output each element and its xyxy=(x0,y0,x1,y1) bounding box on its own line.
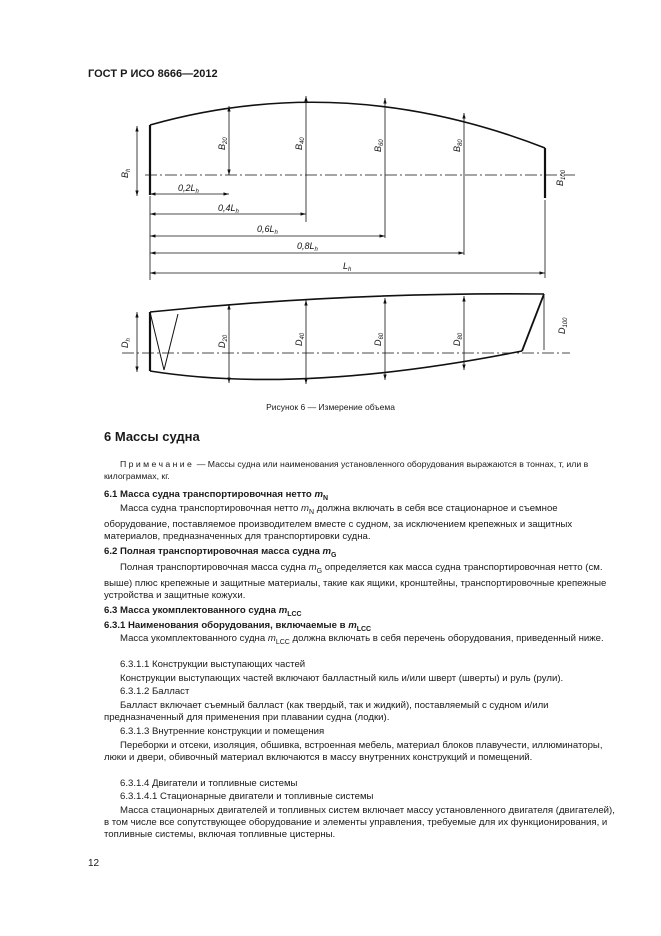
section-6-2-text: Полная транспортировочная масса судна $m_G$ определяется как масса судна транспортировочная нетто (см. выше) плюс крепежные и защитные материалы, такие как ящики, кронштейны, транспортировочные крепежные устройства и защитные кожухи. xyxy=(104,562,607,601)
section-6-3-1-4-1-title: 6.3.1.4.1 Стационарные двигатели и топливные системы xyxy=(120,791,374,802)
label-lh: $L_h$ xyxy=(343,261,352,273)
document-header: ГОСТ Р ИСО 8666—2012 xyxy=(88,68,218,80)
hull-outline-plan xyxy=(150,102,545,148)
label-d100: $D_{100}$ xyxy=(557,317,569,334)
label-d20: $D_{20}$ xyxy=(217,334,229,348)
transom-brace xyxy=(150,312,178,370)
plan-view xyxy=(137,96,575,280)
section-6-2-title: 6.2 Полная транспортировочная масса судна $m_G$ xyxy=(104,546,337,559)
section-6-1-title: 6.1 Масса судна транспортировочная нетто $m_N$ xyxy=(104,489,329,502)
section-6-1-text: Масса судна транспортировочная нетто $m_N$ должна включать в себя все стационарное и съемное оборудование, поставляемое производителем вместе с судном, за исключением крепежных и защитных материалов, предназначенных для транспортировки судна. xyxy=(104,503,573,542)
label-d60: $D_{60}$ xyxy=(373,332,385,346)
section-6-3-1-3-text: Переборки и отсеки, изоляция, обшивка, встроенная мебель, материал блоков плавучести, иллюминаторы, люки и двери, обивочный материал включаются в массу внутренних конструкций и помещений. xyxy=(104,740,603,763)
label-04l: $0,4L_h$ xyxy=(218,203,239,215)
plan-labels xyxy=(120,137,567,273)
profile-labels xyxy=(120,317,569,348)
label-b60: $B_{60}$ xyxy=(373,139,385,152)
section-6-3-1-text: Масса укомплектованного судна $m_{LCC}$ должна включать в себя перечень оборудования, приведенный ниже. xyxy=(120,633,604,646)
section-6-3-1-4-1-text: Масса стационарных двигателей и топливных систем включает массу установленного двигателя (двигателей), в том числе все сопутствующее оборудование и элементы управления, требуемые для их функционирования, и топливные системы, включая топливные цистерны. xyxy=(104,805,615,840)
section-6-3-1-1-title: 6.3.1.1 Конструкции выступающих частей xyxy=(120,659,306,670)
keel-line xyxy=(150,351,522,379)
section-6-3-1-1-text: Конструкции выступающих частей включают балластный киль и/или шверт (шверты) и руль (рули). xyxy=(120,673,564,684)
profile-view xyxy=(122,294,570,384)
label-b40: $B_{40}$ xyxy=(294,137,306,150)
volume-measurement-figure xyxy=(0,0,661,400)
label-06l: $0,6L_h$ xyxy=(257,224,278,236)
label-b80: $B_{80}$ xyxy=(452,139,464,152)
page-number: 12 xyxy=(88,858,100,869)
section-6-3-1-4-title: 6.3.1.4 Двигатели и топливные системы xyxy=(120,778,298,789)
section-6-3-1-2-text: Балласт включает съемный балласт (как твердый, так и жидкий), поставляемый с судном и/или предназначенный для применения при плавании судна (лодки). xyxy=(104,700,549,723)
label-08l: $0,8L_h$ xyxy=(297,241,318,253)
section-6-note xyxy=(104,459,616,482)
sheer-line xyxy=(150,294,544,312)
label-02l: $0,2L_h$ xyxy=(178,183,199,195)
note-text: — Массы судна или наименования установленного оборудования выражаются в тоннах, т, или в килограммах, кг. xyxy=(104,459,589,481)
section-6-3-title: 6.3 Масса укомплектованного судна $m_{LCC}$ xyxy=(104,605,302,618)
bow-line xyxy=(522,294,544,351)
label-dh: $D_h$ xyxy=(120,338,132,348)
label-bh: $B_h$ xyxy=(120,168,132,178)
label-b20: $B_{20}$ xyxy=(217,137,229,150)
section-6-title: 6 Массы судна xyxy=(104,429,200,444)
label-d80: $D_{80}$ xyxy=(452,332,464,346)
label-b100: $B_{100}$ xyxy=(555,169,567,186)
note-label: Примечание xyxy=(120,459,195,469)
figure-caption: Рисунок 6 — Измерение объема xyxy=(266,402,395,412)
label-d40: $D_{40}$ xyxy=(294,332,306,346)
section-6-3-1-2-title: 6.3.1.2 Балласт xyxy=(120,686,190,697)
section-6-3-1-title: 6.3.1 Наименования оборудования, включаемые в $m_{LCC}$ xyxy=(104,620,372,633)
section-6-3-1-3-title: 6.3.1.3 Внутренние конструкции и помещения xyxy=(120,726,325,737)
